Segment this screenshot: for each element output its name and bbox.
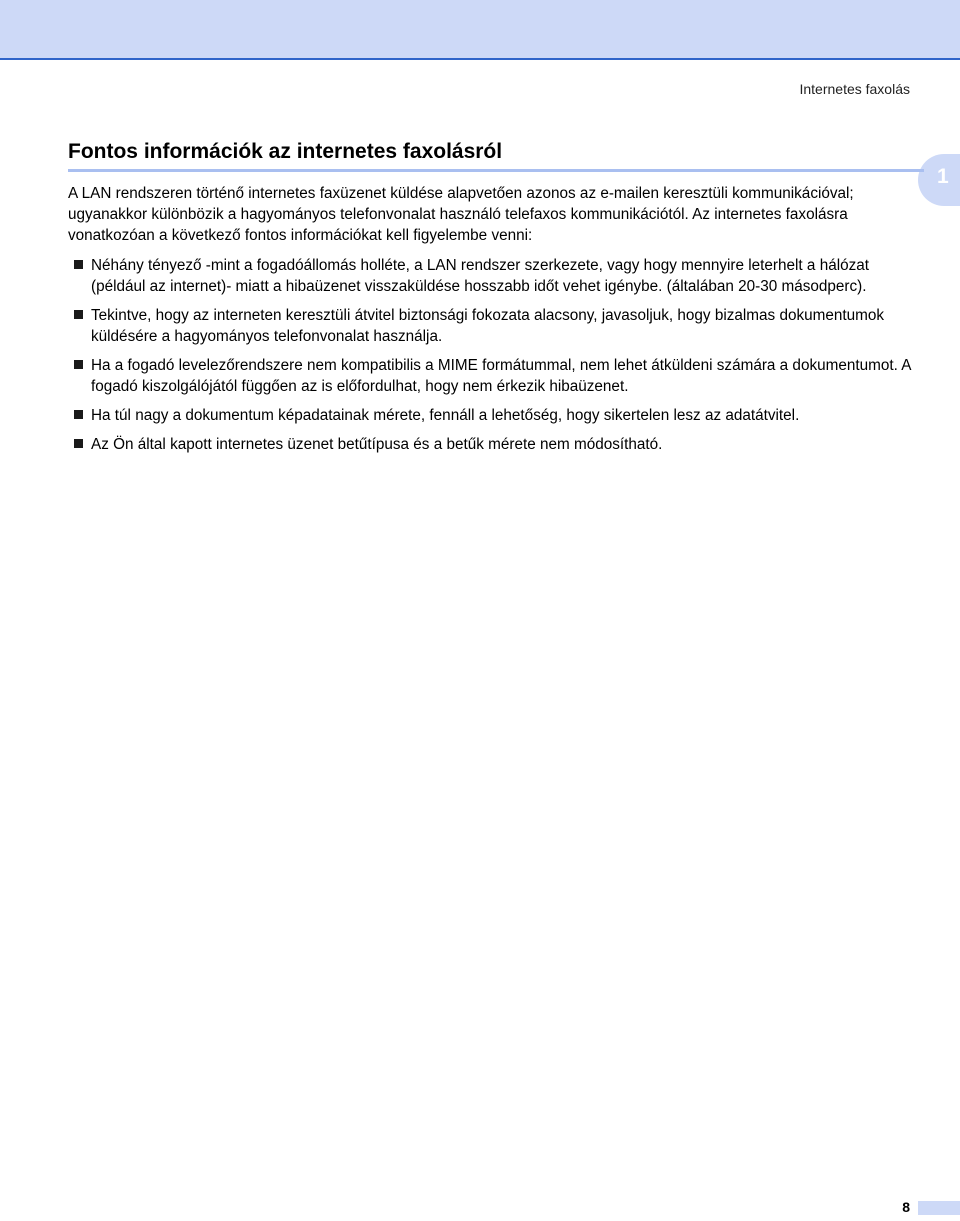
square-bullet-icon (74, 360, 83, 369)
list-item-text: Néhány tényező -mint a fogadóállomás holléte, a LAN rendszer szerkezete, vagy hogy mennyire leterhelt a hálózat (például az internet)- miatt a hibaüzenet visszaküldése hosszabb időt vehet igénybe. (általában 20-30 másodperc). (91, 257, 870, 295)
list-item-text: Ha a fogadó levelezőrendszere nem kompatibilis a MIME formátummal, nem lehet átküldeni számára a dokumentumot. A fogadó kiszolgálójától függően az is előfordulhat, hogy nem érkezik hibaüzenet. (91, 357, 911, 395)
page-number-tab (918, 1201, 960, 1215)
section-title: Fontos információk az internetes faxolásról (68, 140, 503, 163)
list-item-text: Tekintve, hogy az interneten keresztüli átvitel biztonsági fokozata alacsony, javasoljuk, hogy bizalmas dokumentumok küldésére a hagyományos telefonvonalat használja. (91, 307, 885, 345)
list-item (68, 405, 918, 426)
running-header-title: Internetes faxolás (799, 81, 910, 97)
square-bullet-icon (74, 410, 83, 419)
list-item (68, 434, 918, 455)
square-bullet-icon (74, 310, 83, 319)
header-band (0, 0, 960, 58)
section-body (68, 183, 918, 463)
info-bullet-list (68, 255, 918, 455)
square-bullet-icon (74, 439, 83, 448)
intro-paragraph: A LAN rendszeren történő internetes faxüzenet küldése alapvetően azonos az e-mailen keresztüli kommunikációval; ugyanakkor különbözik a hagyományos telefonvonalat használó telefaxos kommunikációtól. Az internetes faxolásra vonatkozóan a következő fontos információkat kell figyelembe venni: (68, 185, 854, 244)
list-item (68, 355, 918, 397)
chapter-number: 1 (937, 165, 949, 188)
page-number: 8 (902, 1199, 910, 1215)
section-title-rule (68, 169, 924, 172)
list-item (68, 255, 918, 297)
square-bullet-icon (74, 260, 83, 269)
list-item-text: Ha túl nagy a dokumentum képadatainak mérete, fennáll a lehetőség, hogy sikertelen lesz az adatátvitel. (91, 407, 800, 424)
list-item (68, 305, 918, 347)
list-item-text: Az Ön által kapott internetes üzenet betűtípusa és a betűk mérete nem módosítható. (91, 436, 663, 453)
header-rule (0, 58, 960, 60)
